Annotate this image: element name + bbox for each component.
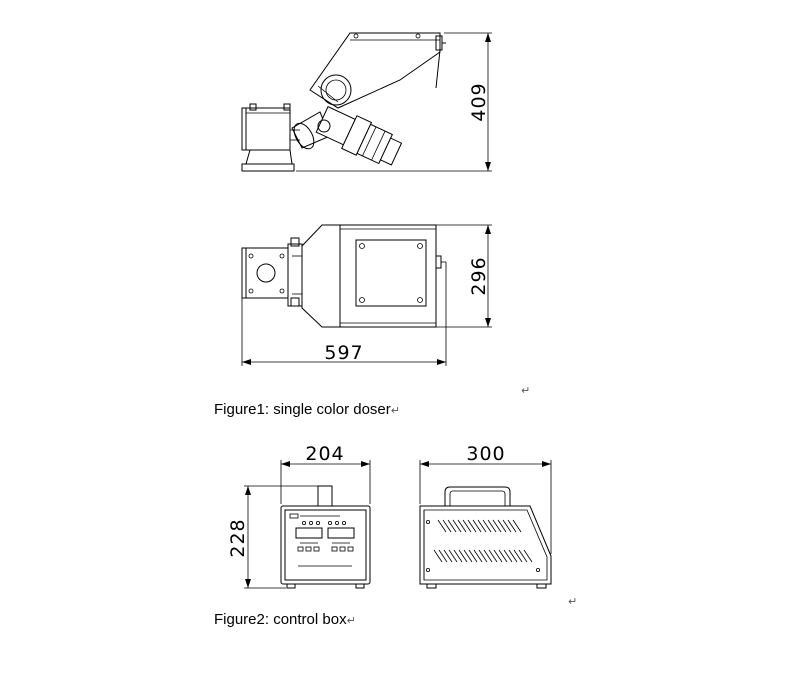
- dim-front-width-label: 204: [305, 443, 345, 465]
- control-box-side-view: [420, 460, 551, 588]
- figure1-caption: [214, 401, 400, 418]
- dim-depth-label: 296: [468, 256, 490, 296]
- dim-height-label: 409: [468, 82, 490, 122]
- vent-slots: [434, 520, 532, 562]
- doser-top-view: [242, 225, 492, 366]
- return-mark-3: ↵: [568, 595, 578, 608]
- dim-box-height-label: 228: [227, 518, 249, 558]
- figure2-caption: [214, 611, 356, 628]
- return-mark-2: ↵: [390, 404, 400, 417]
- figure1-caption-text: Figure1: single color doser: [214, 401, 391, 418]
- return-mark-4: ↵: [346, 614, 356, 627]
- doser-side-view: [242, 33, 492, 171]
- dim-side-width-label: 300: [466, 443, 506, 465]
- figure2-caption-text: Figure2: control box: [214, 611, 347, 628]
- return-mark-1: ↵: [521, 384, 531, 397]
- control-box-front-view: [244, 460, 370, 588]
- dim-width-label: 597: [324, 342, 364, 364]
